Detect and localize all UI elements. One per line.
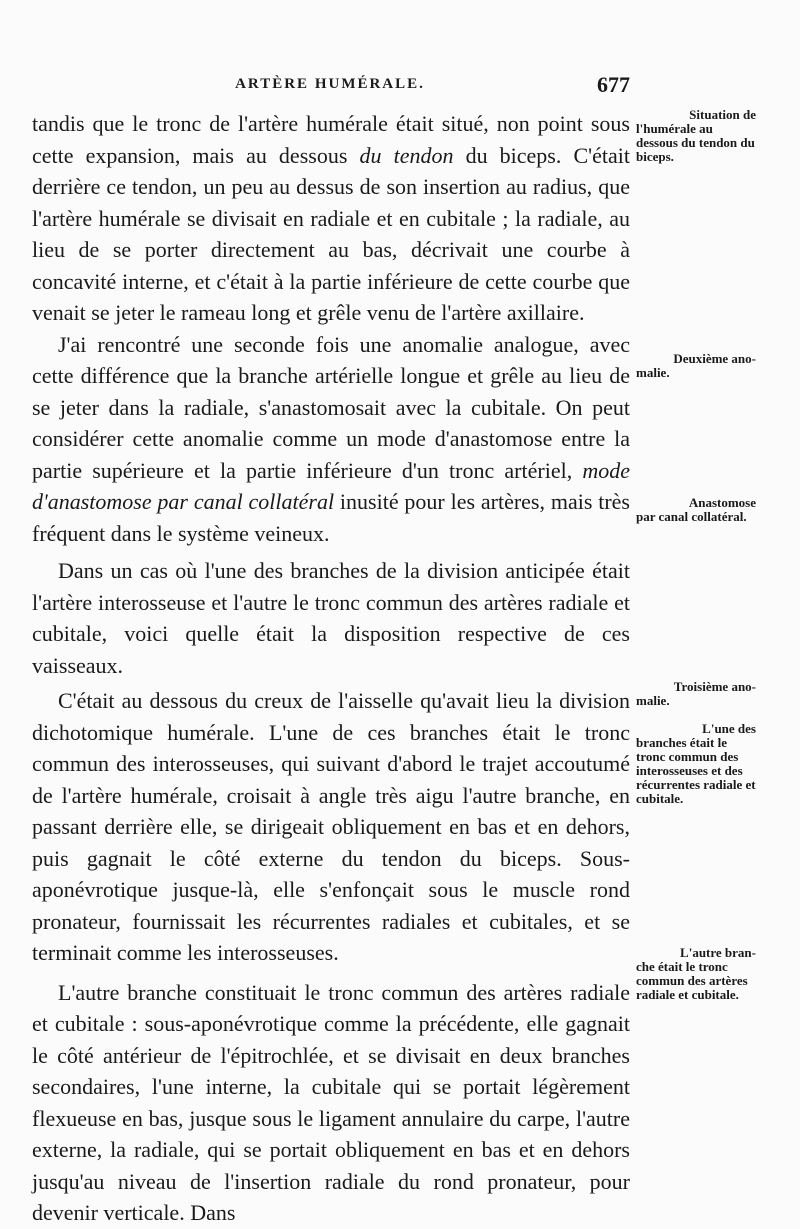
text-run: du biceps. C'était derrière ce tendon, un peu au dessus de son insertion au radius, que l'artère humérale se divisait en radiale et en cubitale ; la radiale, au lieu de se porter directement au bas, décrivait une courbe à concavité interne, et c'était à la partie inférieure de cette courbe que venait se jeter le rameau long et grêle venu de l'artère axillaire. (32, 142, 630, 325)
paragraph (32, 685, 630, 969)
text-run: J'ai rencontré une seconde fois une anomalie analogue, avec cette différence que la branche artérielle longue et grêle au lieu de se jeter dans la radiale, s'anastomosait avec la cubitale. On peut considérer cette anomalie comme un mode d'anastomose entre la partie supérieure et la partie inférieure d'un tronc artériel, (32, 331, 630, 483)
page-number: 677 (597, 72, 630, 97)
margin-note-first-line: L'autre bran- (680, 945, 756, 960)
margin-note (636, 352, 756, 380)
margin-note (636, 496, 756, 524)
margin-note-first-line: Situation de (689, 107, 756, 122)
paragraph (32, 977, 630, 1229)
text-run: C'était au dessous du creux de l'aisselle qu'avait lieu la division dichotomique humérale. L'une de ces branches était le tronc commun des interosseuses, qui suivant d'abord le trajet accoutumé de l'artère humérale, croisait à angle très aigu l'autre branche, en passant derrière elle, se dirigeait obliquement en bas et en dehors, puis gagnait le côté externe du tendon du biceps. Sous-aponévrotique jusque-là, elle s'enfonçait sous le muscle rond pronateur, fournissait les récurrentes radiales et cubitales, et se terminait comme les interosseuses. (32, 688, 630, 965)
text-run: L'autre branche constituait le tronc commun des artères radiale et cubitale : sous-aponévrotique comme la précédente, elle gagnait le côté antérieur de l'épitrochlée, et se divisait en deux branches secondaires, l'une interne, la cubitale qui se portait légèrement flexueuse en bas, jusque sous le ligament annulaire du carpe, l'autre externe, la radiale, qui se portait obliquement en bas et en dehors jusqu'au niveau de l'insertion radiale du rond pronateur, pour devenir verticale. Dans (32, 979, 630, 1225)
text-run: tandis que le tronc de l'artère humérale était situé, non point sous cette expansion, mais au dessous (32, 111, 630, 168)
italic-run: mode d'anastomose par canal collatéral (32, 457, 630, 514)
margin-note-text: par canal collatéral. (636, 509, 747, 524)
paragraph (32, 555, 630, 681)
margin-note-text: malie. (636, 365, 670, 380)
margin-note-first-line: Deuxième ano- (673, 351, 756, 366)
margin-note (636, 946, 756, 1002)
margin-note-text: branches était le tronc commun des interosseuses et des récurrentes radiale et cubitale. (636, 735, 756, 806)
main-text (32, 108, 630, 1229)
margin-note (636, 722, 756, 806)
margin-note-first-line: L'une des (702, 721, 756, 736)
running-title: ARTÈRE HUMÉRALE. (235, 76, 425, 92)
margin-note-first-line: Troisième ano- (673, 679, 756, 694)
margin-note (636, 680, 756, 708)
page-header (30, 72, 630, 102)
paragraph (32, 108, 630, 329)
paragraph (32, 329, 630, 550)
margin-note-text: malie. (636, 693, 670, 708)
margin-note-text: che était le tronc commun des artères radiale et cubitale. (636, 959, 748, 1002)
text-run: Dans un cas où l'une des branches de la division anticipée était l'artère interosseuse et l'autre le tronc commun des artères radiale et cubitale, voici quelle était la disposition respective de ces vaisseaux. (32, 558, 630, 678)
italic-run: du tendon (359, 142, 454, 168)
margin-note (636, 108, 756, 164)
text-run: inusité pour les artères, mais très fréquent dans le système veineux. (32, 489, 630, 546)
margin-note-first-line: Anastomose (688, 495, 756, 510)
margin-note-text: l'humérale au dessous du tendon du biceps. (636, 121, 755, 164)
